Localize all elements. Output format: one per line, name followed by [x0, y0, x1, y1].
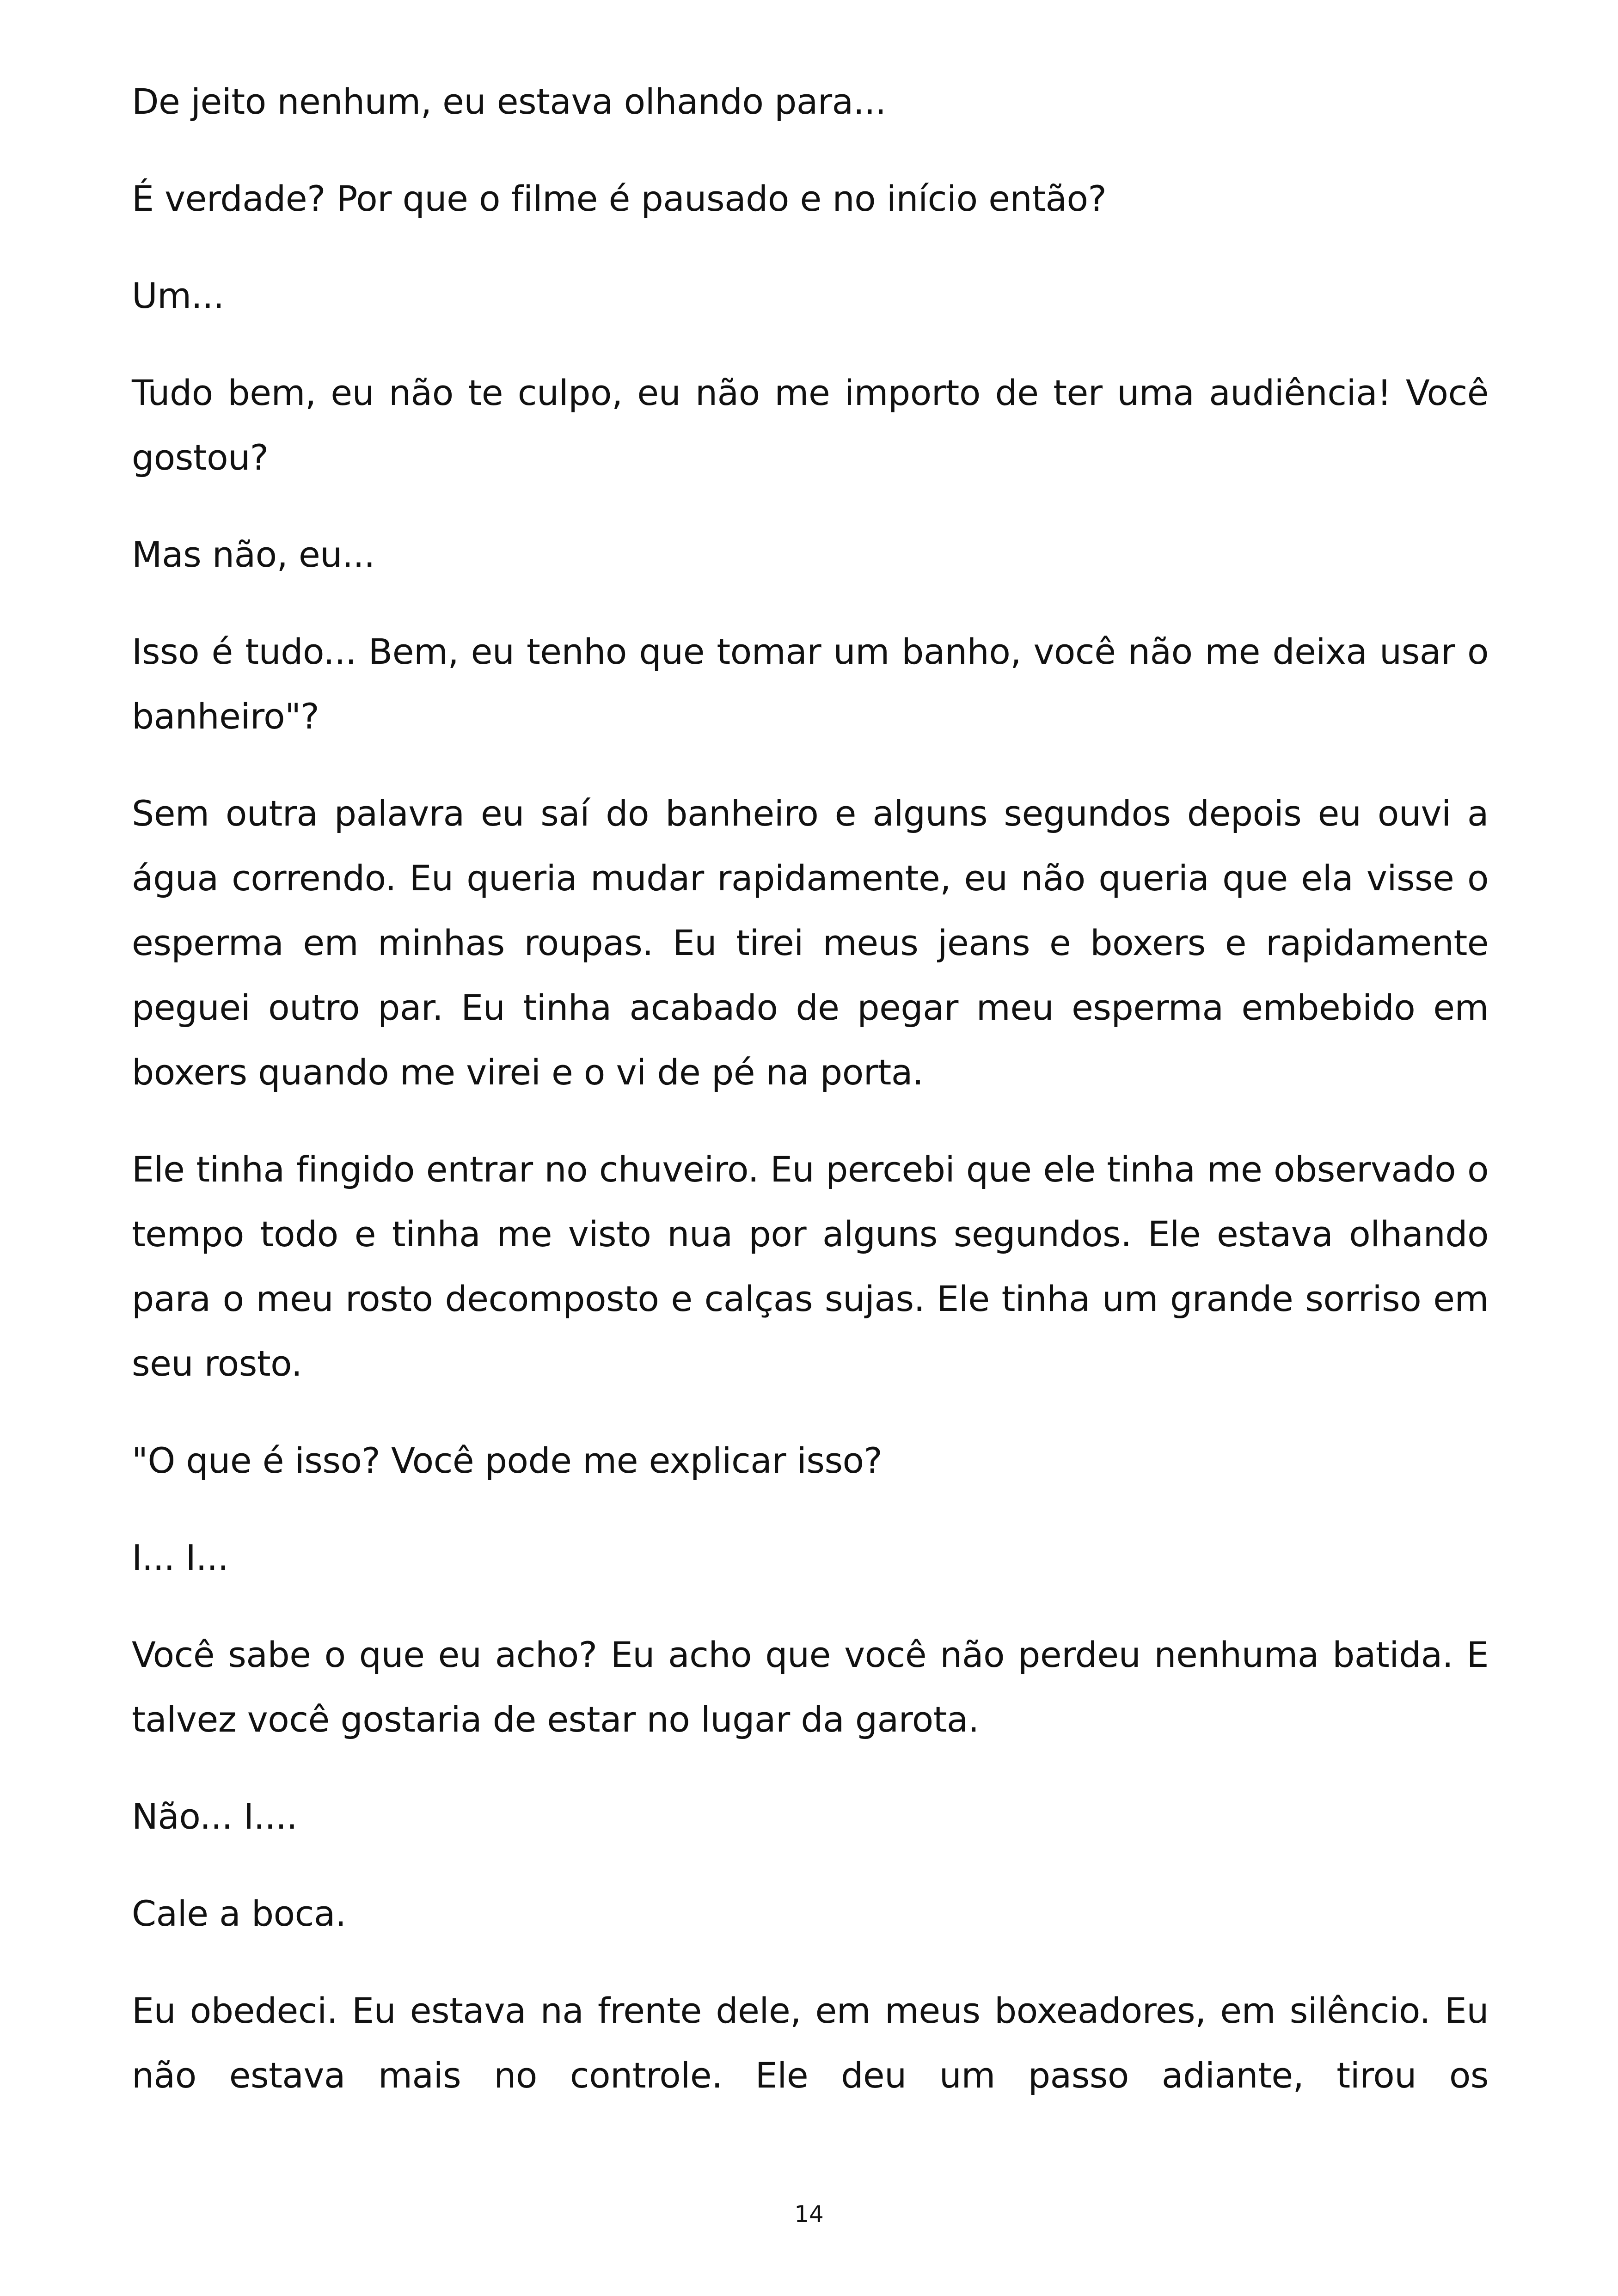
body-text	[132, 69, 1489, 2108]
paragraph: Isso é tudo... Bem, eu tenho que tomar um banho, você não me deixa usar o banheiro"?	[132, 631, 1489, 737]
page-number: 14	[794, 2201, 824, 2228]
paragraph: Cale a boca.	[132, 1893, 346, 1934]
paragraph: Sem outra palavra eu saí do banheiro e alguns segundos depois eu ouvi a água correndo. Eu queria mudar rapidamente, eu não queria que ela visse o esperma em minhas roupas. Eu tirei meus jeans e boxers e rapidamente peguei outro par. Eu tinha acabado de pegar meu esperma embebido em boxers quando me virei e o vi de pé na porta.	[132, 793, 1489, 1093]
paragraph: Um...	[132, 275, 224, 316]
paragraph: Você sabe o que eu acho? Eu acho que você não perdeu nenhuma batida. E talvez você gostaria de estar no lugar da garota.	[132, 1634, 1489, 1740]
paragraph: Ele tinha fingido entrar no chuveiro. Eu percebi que ele tinha me observado o tempo todo e tinha me visto nua por alguns segundos. Ele estava olhando para o meu rosto decomposto e calças sujas. Ele tinha um grande sorriso em seu rosto.	[132, 1149, 1489, 1384]
paragraph: É verdade? Por que o filme é pausado e no início então?	[132, 178, 1107, 219]
paragraph: Não... I....	[132, 1796, 298, 1837]
paragraph: Eu obedeci. Eu estava na frente dele, em meus boxeadores, em silêncio. Eu não estava mais no controle. Ele deu um passo adiante, tirou os	[132, 1990, 1489, 2096]
paragraph: De jeito nenhum, eu estava olhando para...	[132, 81, 886, 122]
paragraph: Tudo bem, eu não te culpo, eu não me importo de ter uma audiência! Você gostou?	[132, 372, 1489, 478]
paragraph: "O que é isso? Você pode me explicar isso?	[132, 1440, 883, 1481]
paragraph: Mas não, eu...	[132, 534, 375, 575]
paragraph: I... I...	[132, 1537, 229, 1578]
